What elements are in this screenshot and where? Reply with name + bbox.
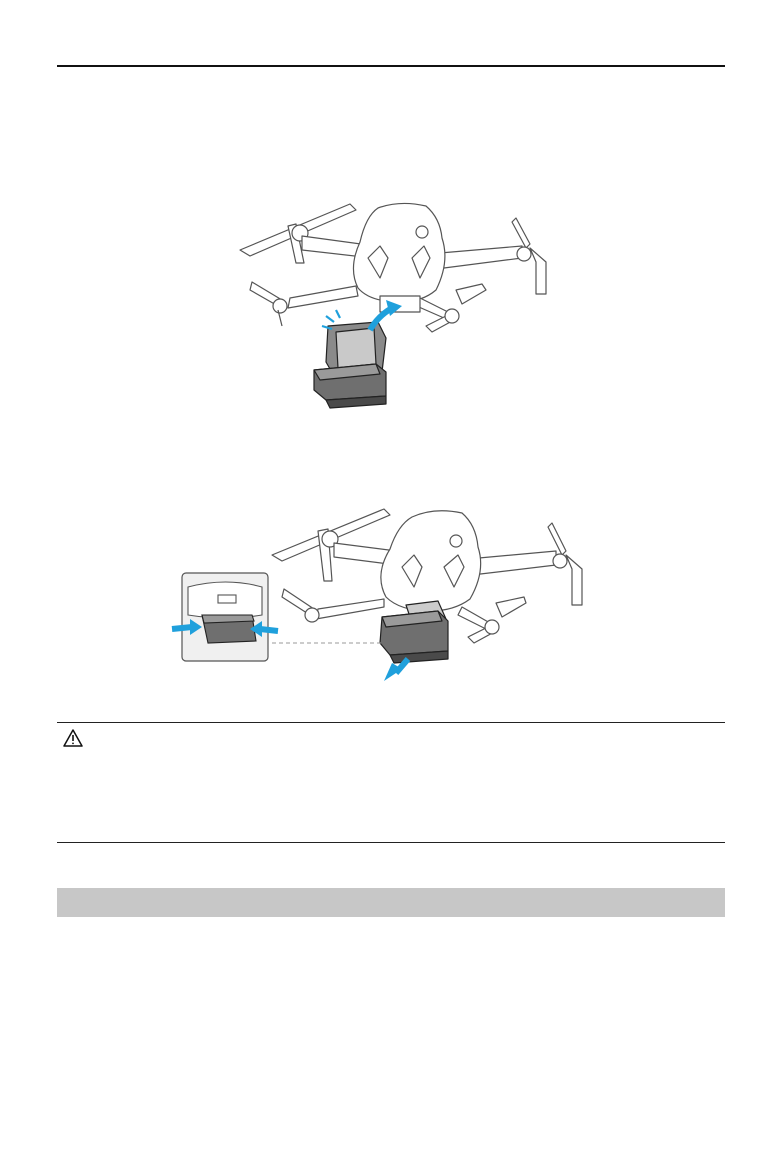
warning-bottom-rule bbox=[57, 842, 725, 843]
warning-triangle-icon bbox=[63, 729, 83, 747]
header-rule bbox=[57, 65, 725, 67]
warning-top-rule bbox=[57, 722, 725, 723]
section-header-bar bbox=[57, 888, 725, 917]
battery-insert-illustration bbox=[230, 198, 560, 413]
battery-remove-illustration bbox=[168, 503, 608, 698]
